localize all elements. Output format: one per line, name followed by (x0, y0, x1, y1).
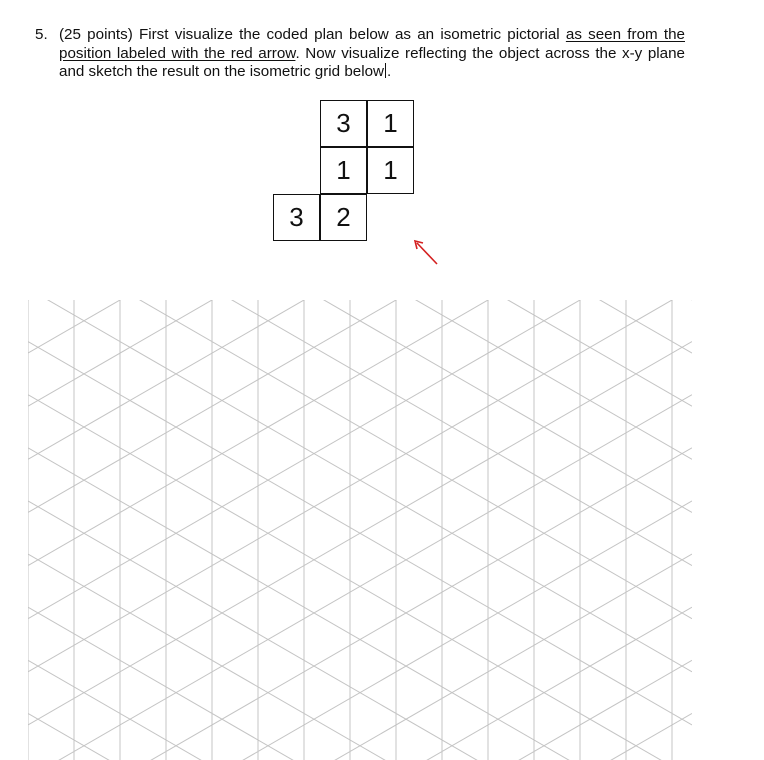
plan-cell-r2-c3: 1 (367, 147, 414, 194)
plan-cell-r1-c3: 1 (367, 100, 414, 147)
plan-cell-r2-c2: 1 (320, 147, 367, 194)
plan-cell-r3-c2: 2 (320, 194, 367, 241)
plan-cell-r3-c1: 3 (273, 194, 320, 241)
question-number: 5. (35, 26, 48, 43)
question-end: . (387, 63, 392, 80)
question-intro: (25 points) First visualize the coded plan below as an isometric pictorial (59, 26, 566, 43)
question-rest: . Now visualize reflecting the object across the x-y plane and sketch the result on the isometric grid below (59, 44, 685, 80)
question-underlined-phrase: as seen from the position labeled with the red arrow (59, 26, 685, 62)
plan-cell-r1-c2: 3 (320, 100, 367, 147)
